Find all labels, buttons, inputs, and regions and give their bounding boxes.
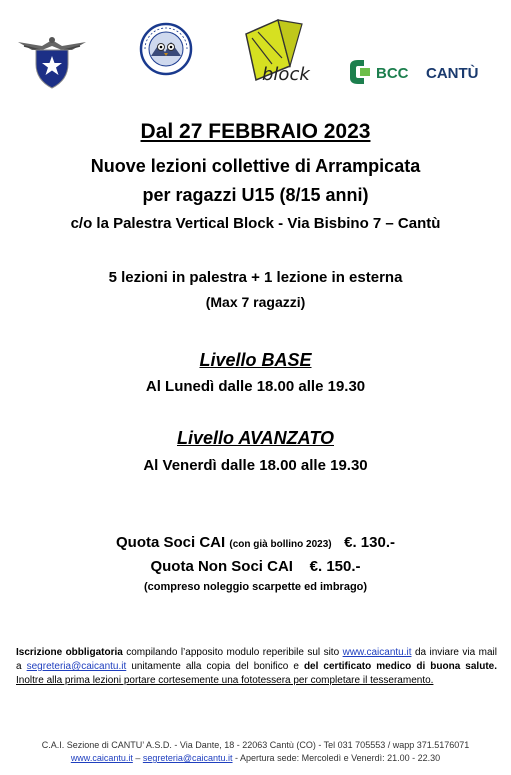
fee-soci-price: €. 130.- [344, 534, 395, 551]
level-advanced-schedule: Al Venerdì dalle 18.00 alle 19.30 [143, 457, 368, 474]
logo-row [0, 0, 511, 100]
notice-photo-requirement: Inoltre alla prima lezioni portare cortesemente una fototessera per completare il tesseramento. [16, 675, 434, 686]
footer-hours: - Apertura sede: Mercoledì e Venerdì: 21.00 - 22.30 [232, 753, 441, 763]
event-date-title: Dal 27 FEBBRAIO 2023 [140, 120, 371, 143]
fee-soci-note: (con già bollino 2023) [229, 539, 332, 550]
headline-line-1: Nuove lezioni collettive di Arrampicata [90, 156, 421, 176]
fee-non-soci-row [0, 558, 511, 575]
footer-contacts [0, 752, 511, 765]
vertical-block-logo [232, 14, 316, 88]
fee-non-soci-label: Quota Non Soci CAI [150, 558, 293, 575]
notice-mail-link[interactable]: segreteria@caicantu.it [26, 661, 127, 672]
cai-eagle-emblem-icon [16, 28, 88, 90]
fee-soci-label: Quota Soci CAI [116, 534, 226, 551]
footer-separator: – [132, 753, 143, 763]
bcc-leaf-icon [350, 60, 370, 84]
footer-site-link[interactable]: www.caicantu.it [70, 753, 133, 763]
venue-line: c/o la Palestra Vertical Block - Via Bisbino 7 – Cantù [70, 215, 441, 232]
lessons-line-2: (Max 7 ragazzi) [205, 294, 306, 310]
notice-text-3: unitamente alla copia del bonifico e [126, 661, 304, 672]
level-base-title: Livello BASE [199, 350, 312, 370]
notice-bold-certificate: del certificato medico di buona salute. [303, 661, 497, 672]
fee-includes: (compreso noleggio scarpette ed imbrago) [143, 581, 368, 593]
bcc-logo-text: BCC [376, 65, 409, 82]
lessons-line-1: 5 lezioni in palestra + 1 lezione in esterna [108, 269, 403, 286]
fee-non-soci-price: €. 150.- [309, 558, 361, 575]
footer-address: C.A.I. Sezione di CANTU’ A.S.D. - Via Dante, 18 - 22063 Cantù (CO) - Tel 031 705553 / wapp 371.5176071 [41, 740, 470, 750]
headline-line-2: per ragazzi U15 (8/15 anni) [142, 185, 369, 205]
notice-text-1: compilando l’apposito modulo reperibile sul sito [122, 647, 343, 658]
alpine-club-seal-icon [139, 22, 193, 76]
cantu-logo-text: CANTÙ [426, 65, 479, 82]
notice-site-link[interactable]: www.caicantu.it [342, 647, 412, 658]
registration-notice [16, 646, 497, 688]
notice-text-2: da inviare via mail a [16, 647, 497, 672]
bcc-cantu-logo [346, 58, 496, 88]
block-logo-text: block [262, 64, 310, 85]
footer-mail-link[interactable]: segreteria@caicantu.it [142, 753, 233, 763]
notice-bold-required: Iscrizione obbligatoria [16, 647, 123, 658]
fee-soci-row [0, 534, 511, 551]
level-advanced-title: Livello AVANZATO [176, 428, 334, 448]
level-base-schedule: Al Lunedì dalle 18.00 alle 19.30 [145, 378, 366, 395]
